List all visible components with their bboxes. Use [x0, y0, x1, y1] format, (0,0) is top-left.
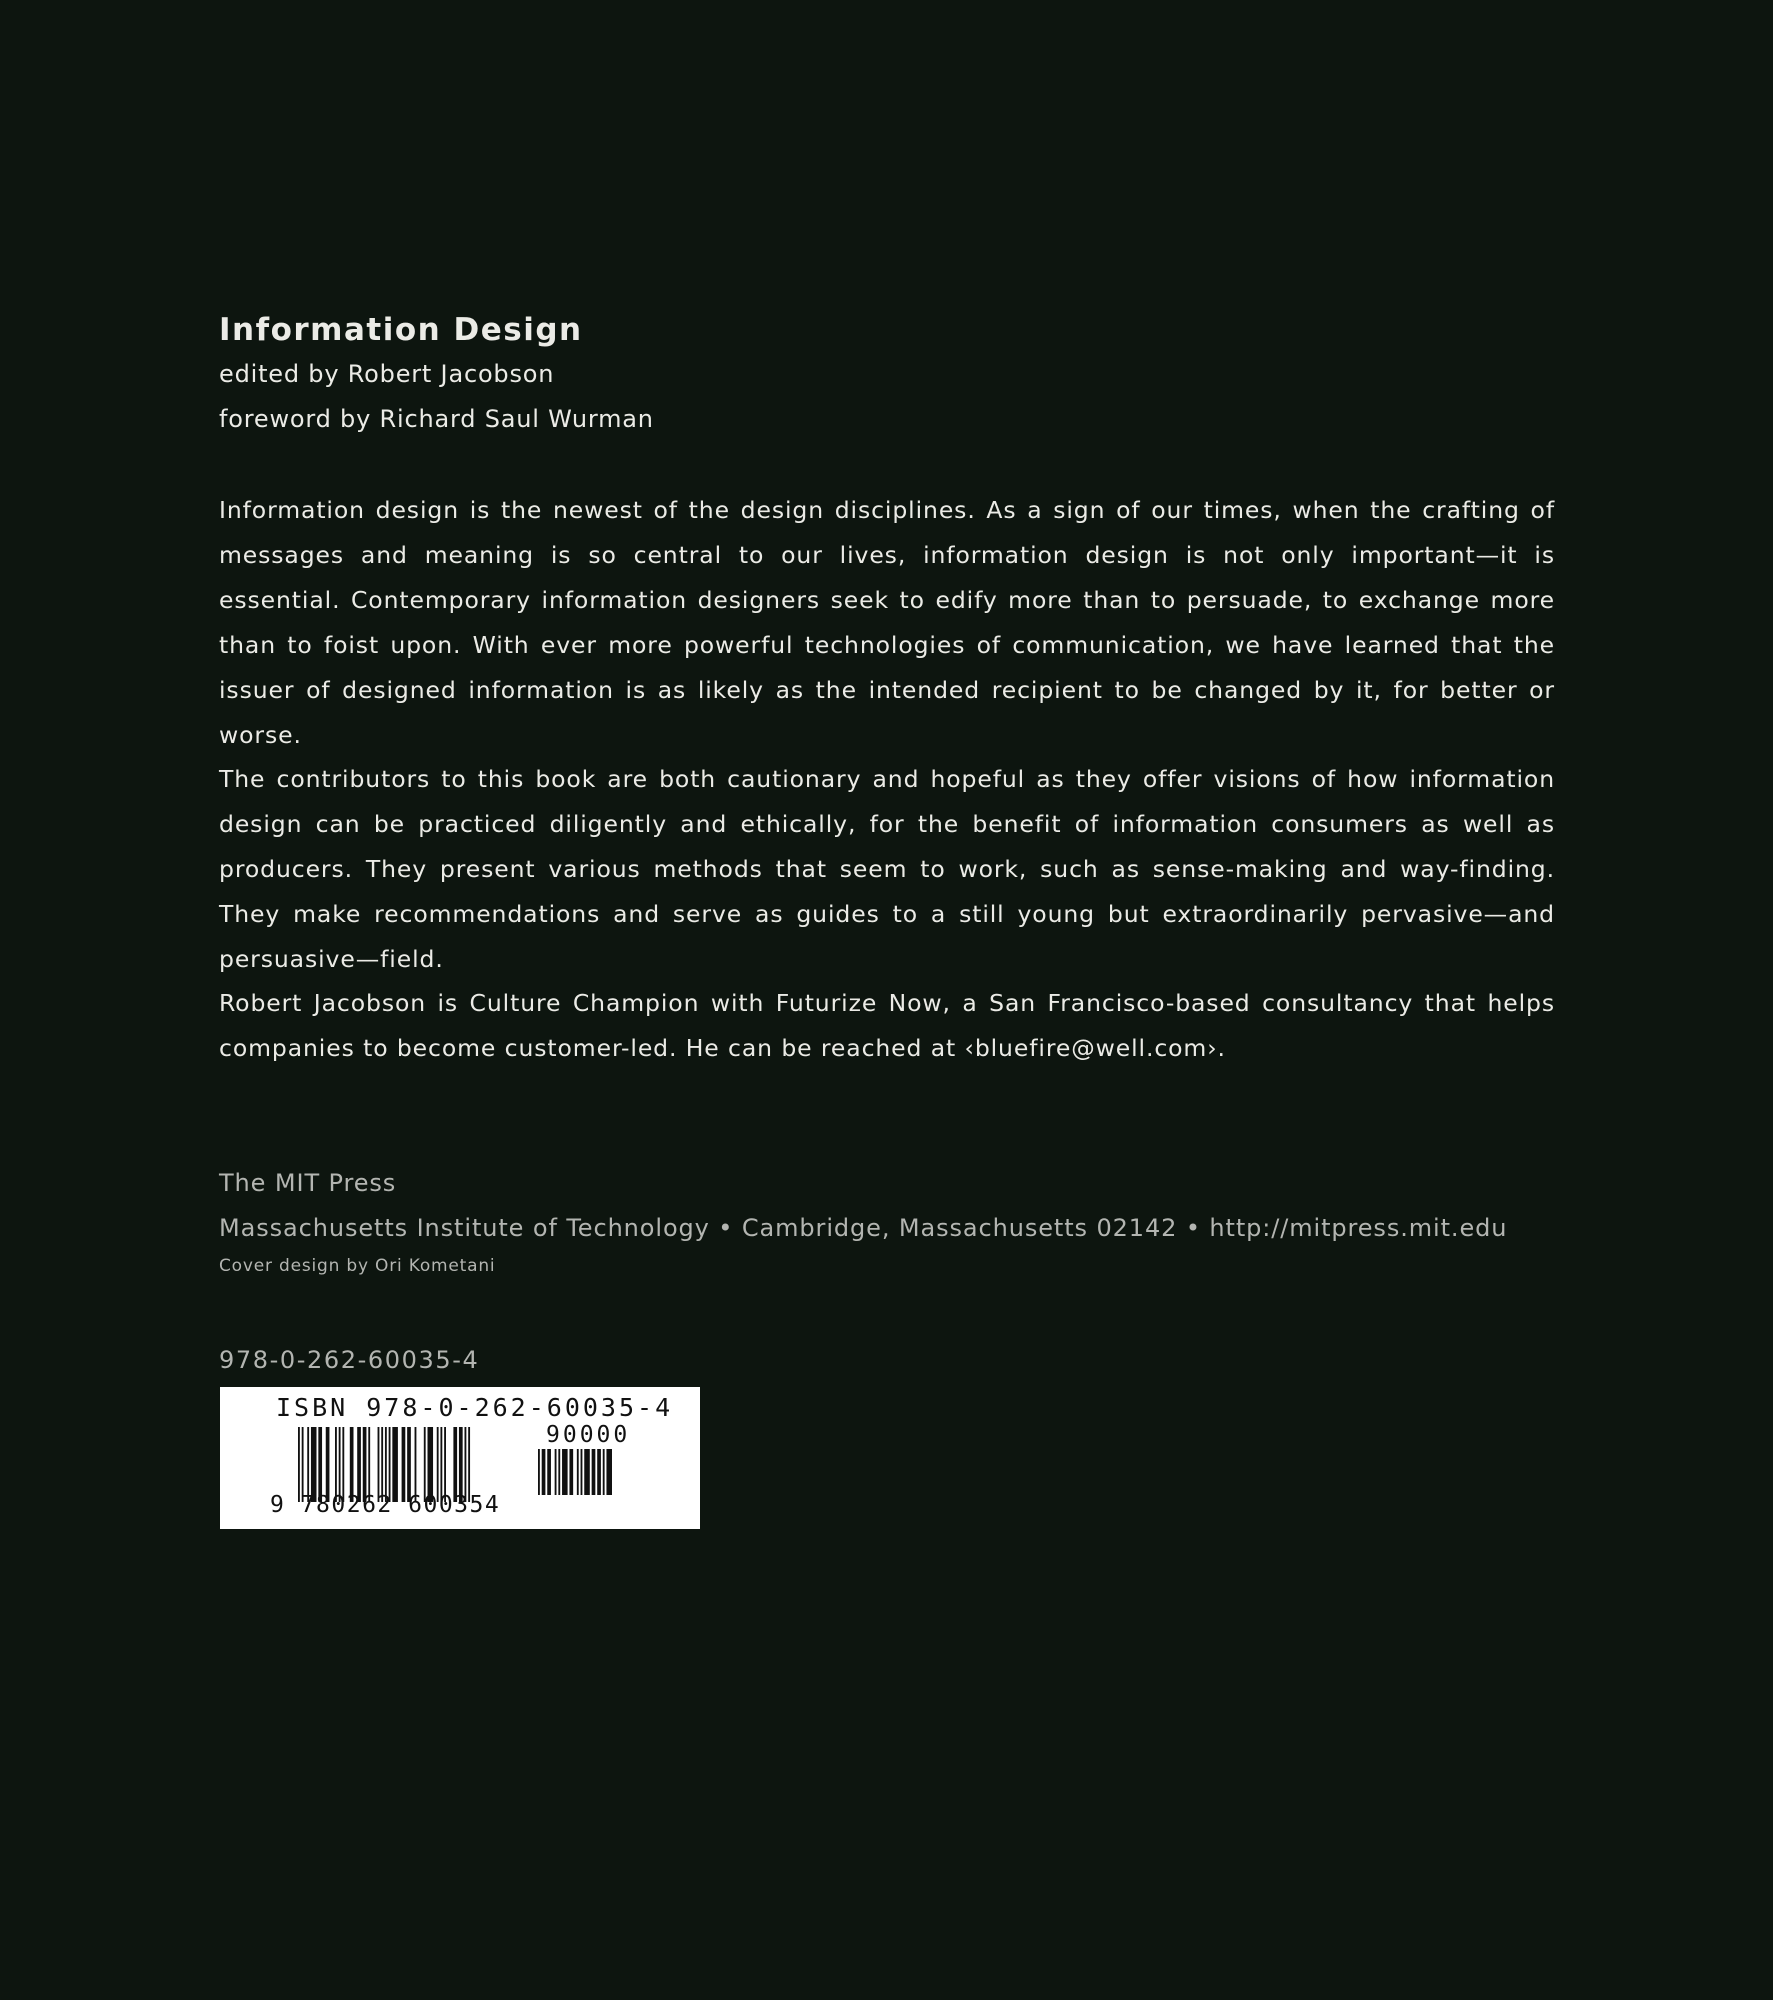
barcode-bar	[592, 1449, 596, 1495]
publisher-name: The MIT Press	[219, 1169, 397, 1197]
barcode-bar	[542, 1449, 546, 1495]
barcode-isbn-label: ISBN 978-0-262-60035-4	[276, 1393, 674, 1422]
isbn-number: 978-0-262-60035-4	[219, 1346, 480, 1374]
isbn-barcode	[220, 1387, 700, 1529]
barcode-bar	[569, 1449, 573, 1495]
editor-credit: edited by Robert Jacobson	[219, 360, 555, 388]
barcode-bar	[597, 1449, 601, 1495]
description-paragraph-1: Information design is the newest of the design disciplines. As a sign of our times, when the crafting of messages and meaning is so central to our lives, information design is not only important—it is essential. Contemporary information designers seek to edify more than to persuade, to exchange more than to foist upon. With ever more powerful technologies of communication, we have learned that the issuer of designed information is as likely as the intended recipient to be changed by it, for better or worse.	[219, 496, 1555, 749]
barcode-ean-digits: 9 780262 600354	[270, 1492, 501, 1518]
publisher-block	[219, 1161, 1507, 1281]
barcode-bar	[606, 1449, 612, 1495]
book-title: Information Design	[219, 312, 583, 348]
barcode-bar	[558, 1449, 560, 1495]
barcode-bar	[538, 1449, 540, 1495]
barcode-price-code: 90000	[546, 1422, 631, 1448]
cover-design-credit: Cover design by Ori Kometani	[219, 1256, 496, 1276]
barcode-bar	[603, 1449, 605, 1495]
book-header	[219, 308, 654, 442]
foreword-credit: foreword by Richard Saul Wurman	[219, 405, 654, 433]
barcode-bar	[581, 1449, 583, 1495]
barcode-bar	[562, 1449, 568, 1495]
barcode-bar	[584, 1449, 590, 1495]
description-paragraph-2: The contributors to this book are both cautionary and hopeful as they offer visions of how information design can be practiced diligently and ethically, for the benefit of information consumers as well as producers. They present various methods that seem to work, such as sense-making and way-finding. They make recommendations and serve as guides to a still young but extraordinarily pervasive—and persuasive—field.	[219, 765, 1555, 973]
barcode-bar	[555, 1449, 557, 1495]
barcode-bar	[547, 1449, 551, 1495]
barcode-bar	[577, 1449, 579, 1495]
publisher-address: Massachusetts Institute of Technology • Cambridge, Massachusetts 02142 • http://mitpress.mit.edu	[219, 1214, 1508, 1242]
author-bio-paragraph: Robert Jacobson is Culture Champion with Futurize Now, a San Francisco-based consultancy that helps companies to become customer-led. He can be reached at ‹bluefire@well.com›.	[219, 989, 1555, 1062]
